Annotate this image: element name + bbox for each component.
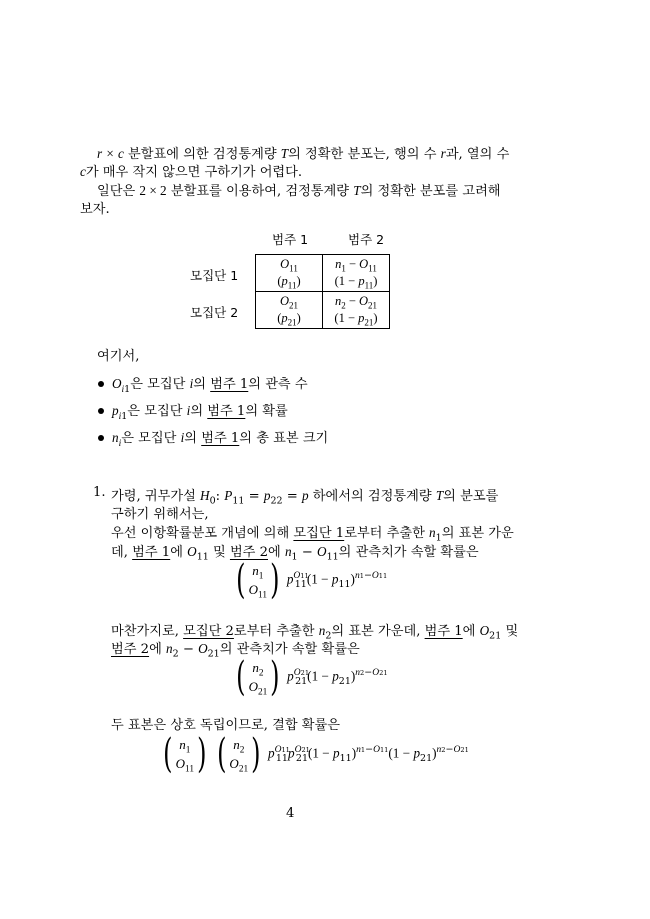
intro-paragraph-1-line-1: r × c 분할표에 의한 검정통계량 T의 정확한 분포는, 행의 수 r과, 열의 수 [97,146,510,162]
equation-2: ( $n_2$ $O_{21}$ ) $p^{O21}_{21}(1 - p_{21})^{n2-O21}$ [236,654,388,700]
table-cell-2-1: $O_{21}$ $(p_{21})$ [256,292,323,329]
para-text: 로부터 추출한 [344,526,425,541]
para-text: 의 표본 가운 [441,526,514,541]
para-text: 우선 이항확률분포 개념에 의해 [111,526,290,541]
para-text: 의 표본 가운데, [331,624,421,639]
enum-item-line-2: 구하기 위해서는, [111,507,209,522]
definition-var: i [186,403,191,418]
intro-text: 보자. [80,202,110,217]
definition-category: 범주 1 [207,404,246,419]
para-text: 및 [212,545,226,560]
table-cell-2-2: $n_2 - O_{21}$ $(1 - p_{21})$ [323,292,390,329]
definition-var: i [189,376,194,391]
intro-paragraph-2-line-2 [80,198,110,217]
intro-text: 일단은 [97,184,136,199]
para-text: 데, [111,545,128,560]
definition-text: 은 모집단 [127,404,183,419]
intro-text: 과, 열의 수 [445,147,510,162]
para-underlined: 범주 2 [229,545,268,560]
enum-item-line-1: 가령, 귀무가설 $H_0$: $P_{11} = p_{22} = p$ 하에서의 검정통계량 T의 분포를 [111,488,499,507]
page-number: 4 [286,806,295,821]
contingency-table [255,254,390,329]
definition-item-3: $n_i$은 모집단 i의 범주 1의 총 표본 크기 [112,430,329,449]
table-column-header-2: 범주 2 [348,232,385,247]
definition-text: 의 관측 수 [248,377,308,392]
definition-category: 범주 1 [210,377,249,392]
table-cell-1-1: $O_{11}$ $(p_{11})$ [256,255,323,292]
definitions-lead: 여기서, [97,349,140,364]
para-text: 및 [505,624,519,639]
para-text: 마찬가지로, [111,624,179,639]
para-text: 에 [268,545,281,560]
definition-text: 의 [190,404,204,419]
para-text: 에 [170,545,183,560]
definition-category: 범주 1 [201,431,240,446]
table-column-header-1: 범주 1 [272,232,309,247]
para-text: 로부터 추출한 [233,624,315,639]
enum-text: 의 분포를 [443,489,499,504]
enum-text: 가령, 귀무가설 [111,489,196,504]
definition-item-1: $O_{i1}$은 모집단 i의 범주 1의 관측 수 [112,376,308,395]
definition-text: 의 [193,377,206,392]
enum-number: 1. [93,485,106,500]
bullet-icon [98,408,104,414]
definition-item-2: $p_{i1}$은 모집단 i의 범주 1의 확률 [112,403,288,422]
definition-var: i [180,430,185,445]
para-3: 두 표본은 상호 독립이므로, 결합 확률은 [111,718,340,733]
para-2-line-1: 마찬가지로, 모집단 2로부터 추출한 $n_2$의 표본 가운데, 범주 1에 $O_{21}$ 및 [111,623,519,642]
bullet-icon [98,381,104,387]
intro-text: 분할표에 의한 검정통계량 [128,147,277,162]
para-underlined: 범주 2 [111,642,150,657]
para-1-line-2: 데, 범주 1에 $O_{11}$ 및 범주 2에 $n_1 - O_{11}$의 관측치가 속할 확률은 [111,544,479,563]
para-underlined: 모집단 1 [293,526,345,541]
definition-text: 의 [184,431,198,446]
para-underlined: 모집단 2 [183,624,234,639]
intro-text: 의 정확한 분포를 고려해 [360,184,501,199]
definition-text: 의 총 표본 크기 [239,431,329,446]
definition-text: 의 확률 [245,404,288,419]
definition-text: 은 모집단 [130,377,186,392]
equation-1: ( $n_1$ $O_{11}$ ) $p^{O11}_{11}(1 - p_{11})^{n1-O11}$ [236,557,388,603]
intro-paragraph-2-line-1: 일단은 2 × 2 분할표를 이용하여, 검정통계량 T의 정확한 분포를 고려해 [97,183,501,199]
para-text: 의 관측치가 속할 확률은 [219,642,360,657]
para-text: 에 [462,624,476,639]
para-text: 에 [149,642,162,657]
table-row-header-1: 모집단 1 [190,268,239,283]
intro-text: 가 매우 작지 않으면 구하기가 어렵다. [85,165,303,180]
equation-3: ( $n_1$ $O_{11}$ ) ( $n_2$ $O_{21}$ ) $p^{O11}_{11}p^{O21}_{21}(1 - p_{11})^{n1-O11}(1 - p_{21})^{n2-O21}$ [163,731,469,777]
intro-paragraph-1-line-2: c가 매우 작지 않으면 구하기가 어렵다. [80,164,303,180]
para-text: 의 관측치가 속할 확률은 [338,545,479,560]
para-underlined: 범주 1 [132,545,171,560]
para-underlined: 범주 1 [424,624,463,639]
para-2-line-2: 범주 2에 $n_2 - O_{21}$의 관측치가 속할 확률은 [111,641,360,660]
table-cell-1-2: $n_1 - O_{11}$ $(1 - p_{11})$ [323,255,390,292]
para-1-line-1: 우선 이항확률분포 개념에 의해 모집단 1로부터 추출한 $n_1$의 표본 가운 [111,525,514,544]
table-row-header-2: 모집단 2 [190,305,239,320]
intro-text: 분할표를 이용하여, 검정통계량 [170,184,350,199]
intro-text: 의 정확한 분포는, 행의 수 [288,147,437,162]
enum-text: 하에서의 검정통계량 [312,489,432,504]
bullet-icon [98,435,104,441]
definition-text: 은 모집단 [121,431,177,446]
